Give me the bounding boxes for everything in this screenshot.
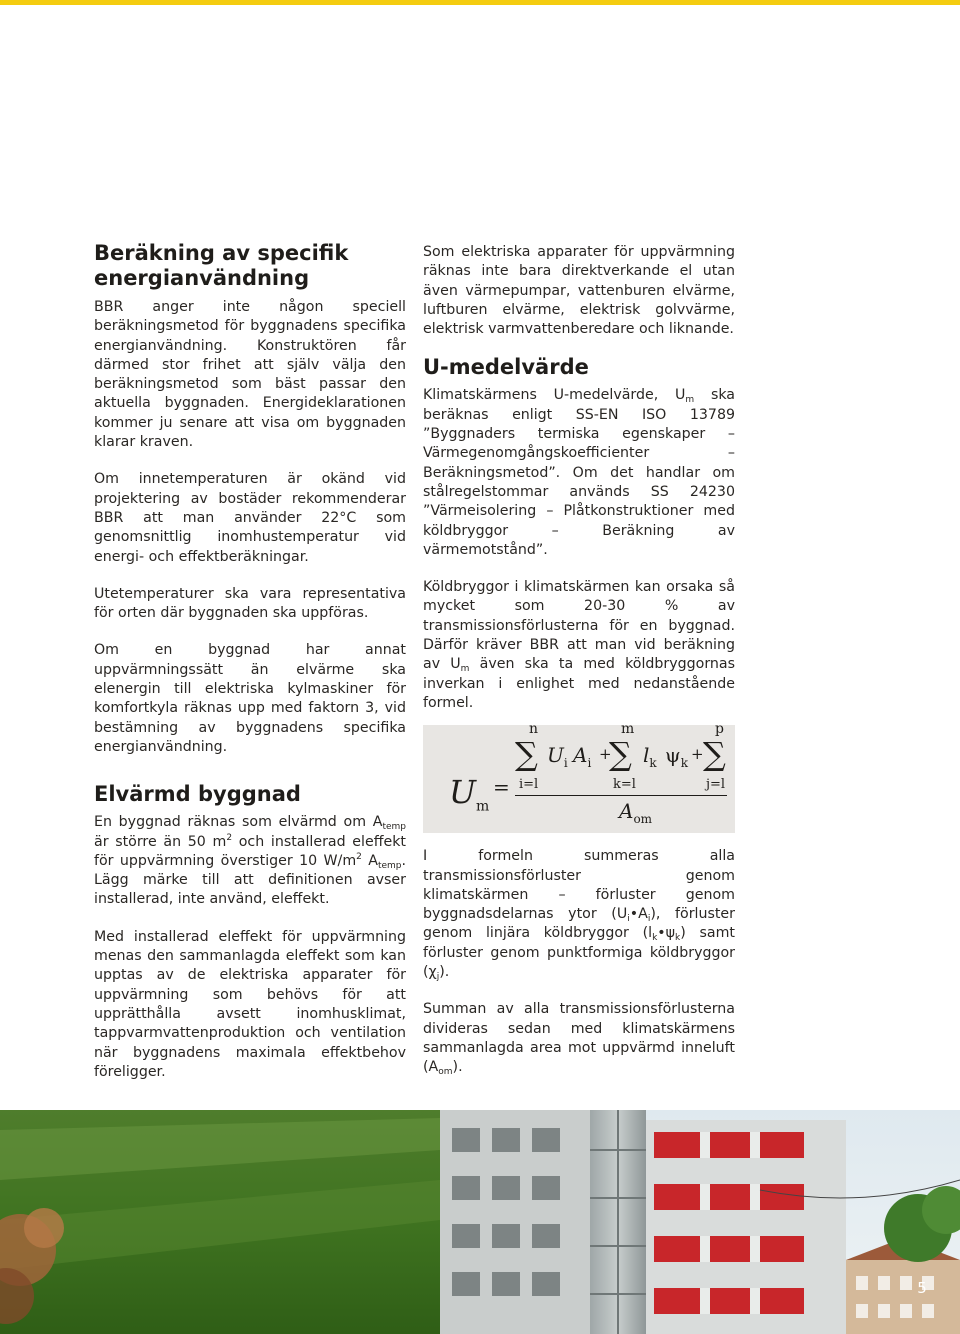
heading-specific-energy: Beräkning av specifik energianvändning [94,241,349,290]
sum1-lower: i=l [519,777,539,793]
sum2-sigma: ∑ [609,735,632,774]
term-psik: $\psi_k$ [665,743,688,771]
left-column [94,241,406,1082]
plus-2: + [691,745,704,764]
sum2-lower: k=l [613,777,636,793]
paragraph: Med installerad eleffekt för uppvärmning menas den sammanlagda eleffekt som kan upptas av de elektriska apparater för uppvärmning som behövs för att upprätthålla avsett inomhusklimat, tappvarmvattenproduktion och ventilation när byggnadens maximala effektbehov föreligger. [94,928,406,1080]
formula-denominator: $A_{om}$ [619,799,653,827]
paragraph-thermal-bridges: Köldbryggor i klimatskärmen kan orsaka så mycket som 20-30 % av transmissionsförlusterna för en byggnad. Därför kräver BBR att man vid beräkning av $U_m$ även ska ta med köldbryggornas inverkan i enlighet med nedanstående formel. [423,579,735,711]
formula-equals: = [493,775,510,800]
term-ai: $A_i$ [573,743,592,771]
photo-buildings-field [0,1110,960,1334]
fraction-line [515,795,727,796]
right-column [423,243,735,1078]
sum3-lower: j=l [706,777,726,793]
paragraph-formula-explanation: I formeln summeras alla transmissionsförluster genom klimatskärmen – förluster genom byggnadsdelarnas ytor $(U_i•A_i)$, förluster genom linjära köldbryggor $(l_k•\psi_k)$ samt förluster genom punktformiga köldbryggor $(\chi_j)$. [423,848,735,983]
formula-lhs: $U_m$ [449,773,490,815]
sum1-upper: n [529,721,539,738]
paragraph-u-average: Klimatskärmens U-medelvärde, $U_m$ ska beräknas enligt SS-EN ISO 13789 ”Byggnaders termiska egenskaper – Värmegenomgångskoefficienter – Beräkningsmetod”. Om det handlar om stålregelstommar används SS 24230 ”Värmeisolering – Plåtkonstruktioner med köldbryggor – Beräkning av värmemotstånd”. [423,387,736,558]
paragraph: Om en byggnad har annat uppvärmningssätt än elvärme ska elenergin till elektriska kylmaskiner för komfortkyla räknas upp med faktorn 3, vid bestämning av byggnadens specifika energianvändning. [94,642,406,755]
term-ui: $U_i$ [547,743,568,771]
page-number: 5 [917,1279,927,1297]
formula-box [423,721,735,833]
paragraph: Utetemperaturer ska vara representativa för orten där byggnaden ska uppföras. [94,585,406,622]
sum3-upper: p [715,721,724,738]
paragraph: Som elektriska apparater för uppvärmning räknas inte bara direktverkande el utan även värmepumpar, vattenburen elvärme, luftburen elvärme, elektrisk golvvärme, elektrisk varmvattenberedare och liknande. [423,244,735,338]
paragraph: Om innetemperaturen är okänd vid projektering av bostäder rekommenderar BBR att man använder 22°C som genomsnittlig inomhustemperatur vid energi- och effektberäkningar. [94,471,406,565]
sum1-sigma: ∑ [515,735,538,774]
sum3-sigma: ∑ [703,735,726,774]
paragraph-electric-definition: En byggnad räknas som elvärmd om $A_{temp}$ är större än 50 $m^2$ och installerad eleffekt för uppvärmning överstiger 10 $W/m^2$ $A_{temp}$. Lägg märke till att definitionen avser installerad, inte använd, eleffekt. [94,814,406,908]
plus-1: + [599,745,612,764]
heading-u-average: U-medelvärde [423,355,589,380]
term-lk: $l_k$ [643,743,657,771]
heading-electric-heated: Elvärmd byggnad [94,782,301,807]
top-accent-bar [0,0,960,5]
paragraph: BBR anger inte någon speciell beräkningsmetod för byggnadens specifika energianvändning. Konstruktören får därmed stor frihet att själv välja den beräkningsmetod som bäst passar den aktuella byggnaden. Energideklarationen kommer ju senare att visa om byggnaden klarar kraven. [94,299,406,451]
sum2-upper: m [621,721,635,738]
paragraph-sum: Summan av alla transmissionsförlusterna divideras sedan med klimatskärmens sammanlagda area mot uppvärmd inneluft $(A_{om})$. [423,1001,735,1078]
